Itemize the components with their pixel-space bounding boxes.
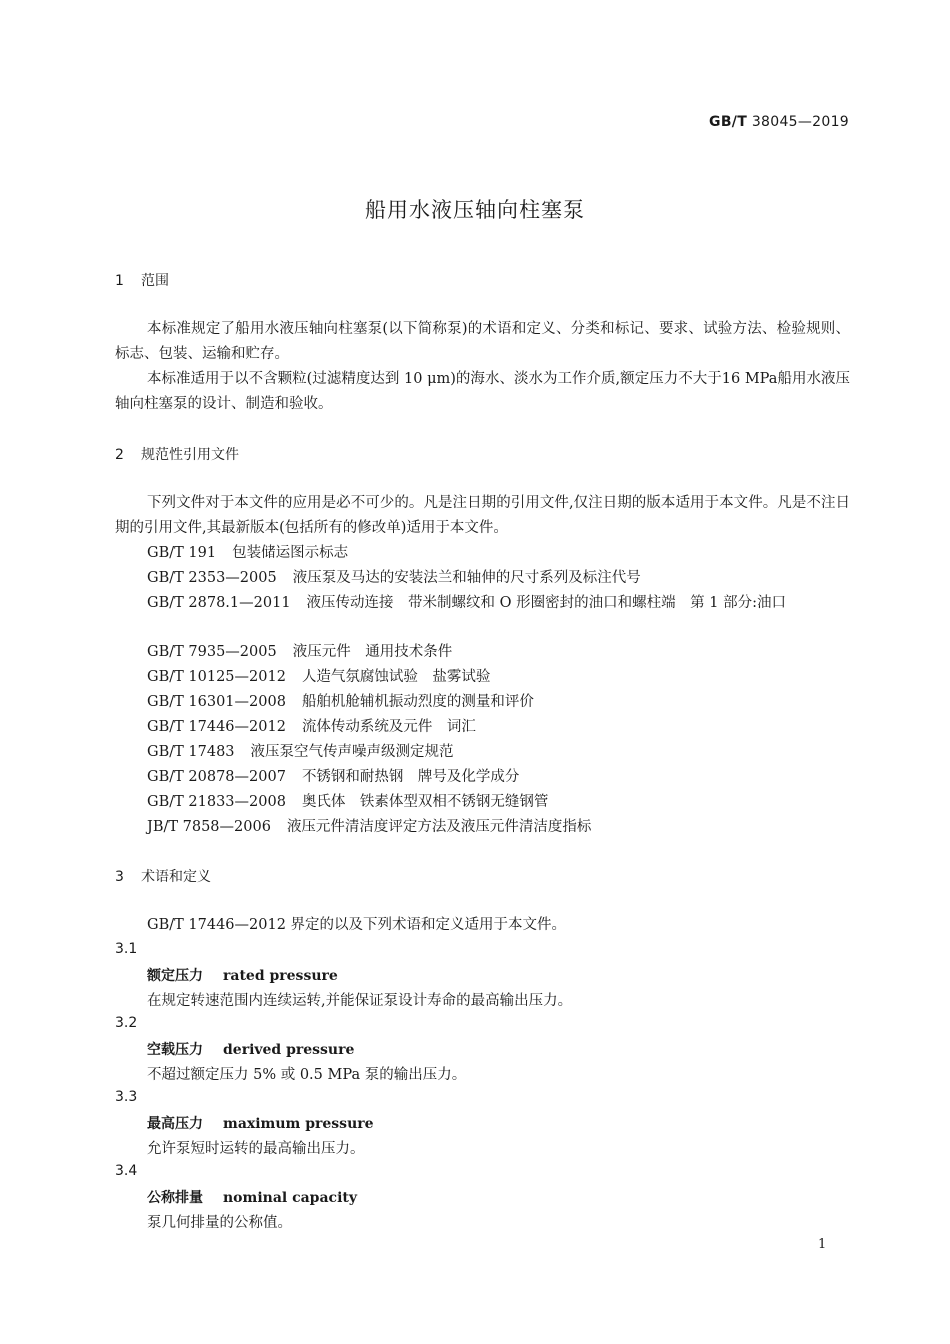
reference-code: GB/T 17446—2012 xyxy=(147,719,286,735)
reference-title: 液压元件 通用技术条件 xyxy=(292,644,453,660)
reference-code: GB/T 10125—2012 xyxy=(147,669,286,685)
term-number: 3.1 xyxy=(115,941,138,957)
term-name-en: rated pressure xyxy=(223,968,338,984)
section-number: 3 xyxy=(115,869,124,885)
reference-title: 包装储运图示标志 xyxy=(232,545,349,561)
section-2-intro: 下列文件对于本文件的应用是必不可少的。凡是注日期的引用文件,仅注日期的版本适用于本文件。凡是不注日期的引用文件,其最新版本(包括所有的修改单)适用于本文件。 xyxy=(115,495,850,536)
term-number: 3.4 xyxy=(115,1163,138,1179)
term-name-zh: 公称排量 xyxy=(147,1190,203,1206)
standard-number xyxy=(709,114,849,130)
reference-title: 流体传动系统及元件 词汇 xyxy=(301,719,476,735)
section-3-heading xyxy=(115,866,211,886)
reference-title: 人造气氛腐蚀试验 盐雾试验 xyxy=(301,669,491,685)
page-number: 1 xyxy=(818,1237,827,1252)
reference-title: 奥氏体 铁素体型双相不锈钢无缝钢管 xyxy=(301,794,549,810)
term-name xyxy=(147,1039,354,1059)
term-number: 3.3 xyxy=(115,1089,138,1105)
section-number: 1 xyxy=(115,273,124,289)
reference-item xyxy=(147,790,548,815)
reference-code: GB/T 7935—2005 xyxy=(147,644,277,660)
reference-code: GB/T 2353—2005 xyxy=(147,570,277,586)
term-name-en: nominal capacity xyxy=(223,1190,357,1206)
reference-code: GB/T 2878.1—2011 xyxy=(147,595,291,611)
reference-code: GB/T 191 xyxy=(147,545,217,561)
standard-code: 38045—2019 xyxy=(751,114,849,130)
reference-title: 液压泵空气传声噪声级测定规范 xyxy=(250,744,454,760)
reference-code: GB/T 16301—2008 xyxy=(147,694,286,710)
reference-item xyxy=(115,591,850,616)
term-definition: 在规定转速范围内连续运转,并能保证泵设计寿命的最高输出压力。 xyxy=(147,993,573,1009)
term-number: 3.2 xyxy=(115,1015,138,1031)
reference-code: JB/T 7858—2006 xyxy=(147,819,271,835)
reference-title: 液压泵及马达的安装法兰和轴伸的尺寸系列及标注代号 xyxy=(292,570,641,586)
term-name-en: maximum pressure xyxy=(223,1116,374,1132)
section-1-paragraph-2: 本标准适用于以不含颗粒(过滤精度达到 10 μm)的海水、淡水为工作介质,额定压力不大于16 MPa船用水液压轴向柱塞泵的设计、制造和验收。 xyxy=(115,371,850,412)
reference-item xyxy=(147,715,476,740)
reference-code: GB/T 17483 xyxy=(147,744,235,760)
section-title: 术语和定义 xyxy=(141,869,211,885)
section-1-paragraph-1: 本标准规定了船用水液压轴向柱塞泵(以下简称泵)的术语和定义、分类和标记、要求、试验方法、检验规则、标志、包装、运输和贮存。 xyxy=(115,321,850,362)
standard-prefix: GB/T xyxy=(709,114,748,130)
section-2-heading xyxy=(115,444,239,464)
reference-title: 不锈钢和耐热钢 牌号及化学成分 xyxy=(301,769,520,785)
section-title: 规范性引用文件 xyxy=(141,447,239,463)
reference-title: 船舶机舱辅机振动烈度的测量和评价 xyxy=(301,694,534,710)
reference-item xyxy=(147,815,591,840)
reference-title: 液压传动连接 带米制螺纹和 O 形圈密封的油口和螺柱端 第 1 部分:油口 xyxy=(306,595,786,611)
term-name-en: derived pressure xyxy=(223,1042,355,1058)
reference-item xyxy=(147,541,348,566)
term-definition: 不超过额定压力 5% 或 0.5 MPa 泵的输出压力。 xyxy=(147,1067,467,1083)
reference-title: 液压元件清洁度评定方法及液压元件清洁度指标 xyxy=(286,819,592,835)
term-name-zh: 最高压力 xyxy=(147,1116,203,1132)
term-name xyxy=(147,1113,374,1133)
reference-item xyxy=(147,690,534,715)
reference-item xyxy=(147,566,641,591)
section-1-heading xyxy=(115,270,169,290)
term-name xyxy=(147,965,338,985)
section-3-intro: GB/T 17446—2012 界定的以及下列术语和定义适用于本文件。 xyxy=(147,917,567,933)
section-title: 范围 xyxy=(141,273,169,289)
reference-item xyxy=(147,640,452,665)
reference-code: GB/T 20878—2007 xyxy=(147,769,286,785)
term-name xyxy=(147,1187,357,1207)
section-number: 2 xyxy=(115,447,124,463)
term-definition: 泵几何排量的公称值。 xyxy=(147,1215,292,1231)
reference-item xyxy=(147,665,490,690)
term-definition: 允许泵短时运转的最高输出压力。 xyxy=(147,1141,365,1157)
reference-item xyxy=(147,740,454,765)
reference-item xyxy=(147,765,519,790)
document-title: 船用水液压轴向柱塞泵 xyxy=(365,198,585,222)
term-name-zh: 额定压力 xyxy=(147,968,203,984)
reference-code: GB/T 21833—2008 xyxy=(147,794,286,810)
term-name-zh: 空载压力 xyxy=(147,1042,203,1058)
